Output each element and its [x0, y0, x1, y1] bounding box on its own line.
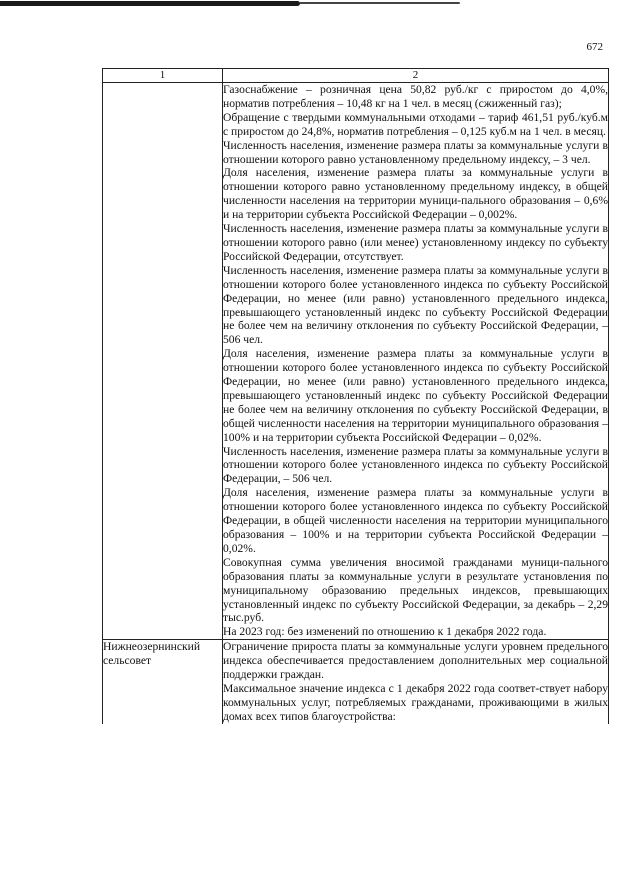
- scan-stroke-thin: [300, 2, 460, 4]
- paragraph-total-increase: Совокупная сумма увеличения вносимой гражданами муници-пального образования платы за коммунальные услуги в результате установления по муниципальному образованию предельных индексов, превышающих установленный индекс по субъекту Российской Федерации, за декабрь – 2,29 тыс.руб.: [223, 555, 608, 625]
- paragraph-population-below-index: Численность населения, изменение размера платы за коммунальные услуги в отношении которого равно (или менее) установленному индексу по субъекту Российской Федерации, отсутствует.: [223, 222, 608, 263]
- paragraph-max-index: Максимальное значение индекса с 1 декабря 2022 года соответ-ствует набору коммунальных услуг, потребляемых гражданами, проживающими в жилых домах всех типов благоустройства:: [223, 681, 608, 723]
- scan-stroke-thick: [0, 1, 300, 6]
- page-number: 672: [586, 41, 603, 53]
- table-row: [103, 83, 609, 640]
- table-header-row: [103, 69, 609, 83]
- column-header-1: 1: [103, 69, 223, 83]
- paragraph-2023: На 2023 год: без изменений по отношению к 1 декабря 2022 года.: [223, 625, 547, 639]
- row-label: Нижнеозернинский сельсовет: [103, 640, 223, 724]
- table-row: [103, 640, 609, 724]
- paragraph-population-equal-limit: Численность населения, изменение размера платы за коммунальные услуги в отношении которого равно установленному предельному индексу, – 3 чел.: [223, 138, 608, 166]
- paragraph-population-above-index-within-deviation: Численность населения, изменение размера платы за коммунальные услуги в отношении которого более установленного индекса по субъекту Российской Федерации, но менее (или равно) установленного предельного индекса, превышающего установленный индекс по субъекту Российской Федерации не более чем на величину отклонения по субъекту Российской Федерации, – 506 чел.: [223, 263, 608, 347]
- row-label: [103, 83, 223, 640]
- paragraph-share-equal-limit: Доля населения, изменение размера платы за коммунальные услуги в отношении которого равно установленному предельному индексу, в общей численности населения на территории муници-пального образования – 0,6% и на территории субъекта Российской Федерации – 0,002%.: [223, 166, 608, 222]
- paragraph-share-above-index: Доля населения, изменение размера платы за коммунальные услуги в отношении которого более установленного индекса по субъекту Российской Федерации, в общей численности населения на территории муниципального образования – 100% и на территории субъекта Российской Федерации – 0,02%.: [223, 486, 608, 555]
- row-content: [223, 83, 609, 640]
- scan-edge-mark: [0, 0, 640, 10]
- paragraph-share-above-index-within-deviation: Доля населения, изменение размера платы за коммунальные услуги в отношении которого более установленного индекса по субъекту Российской Федерации, но менее (или равно) установленного предельного индекса, превышающего установленный индекс по субъекту Российской Федерации не более чем на величину отклонения по субъекту Российской Федерации, в общей численности населения на территории муниципального образования – 100% и на территории субъекта Российской Федерации – 0,02%.: [223, 347, 608, 444]
- row-content: [223, 640, 609, 724]
- paragraph-limit-support: Ограничение прироста платы за коммунальные услуги уровнем предельного индекса обеспечивается предоставлением дополнительных мер социальной поддержки граждан.: [223, 640, 608, 682]
- paragraph-population-above-index: Численность населения, изменение размера платы за коммунальные услуги в отношении которого более установленного индекса по субъекту Российской Федерации, – 506 чел.: [223, 444, 608, 486]
- column-header-2: 2: [223, 69, 609, 83]
- document-table: [102, 68, 609, 724]
- paragraph-solid-waste: Обращение с твердыми коммунальными отходами – тариф 461,51 руб./куб.м с приростом до 24,8%, норматив потребления – 0,125 куб.м на 1 чел. в месяц.: [223, 110, 608, 138]
- paragraph-gas-supply: Газоснабжение – розничная цена 50,82 руб./кг с приростом до 4,0%, норматив потребления – 10,48 кг на 1 чел. в месяц (сжиженный газ);: [223, 83, 608, 110]
